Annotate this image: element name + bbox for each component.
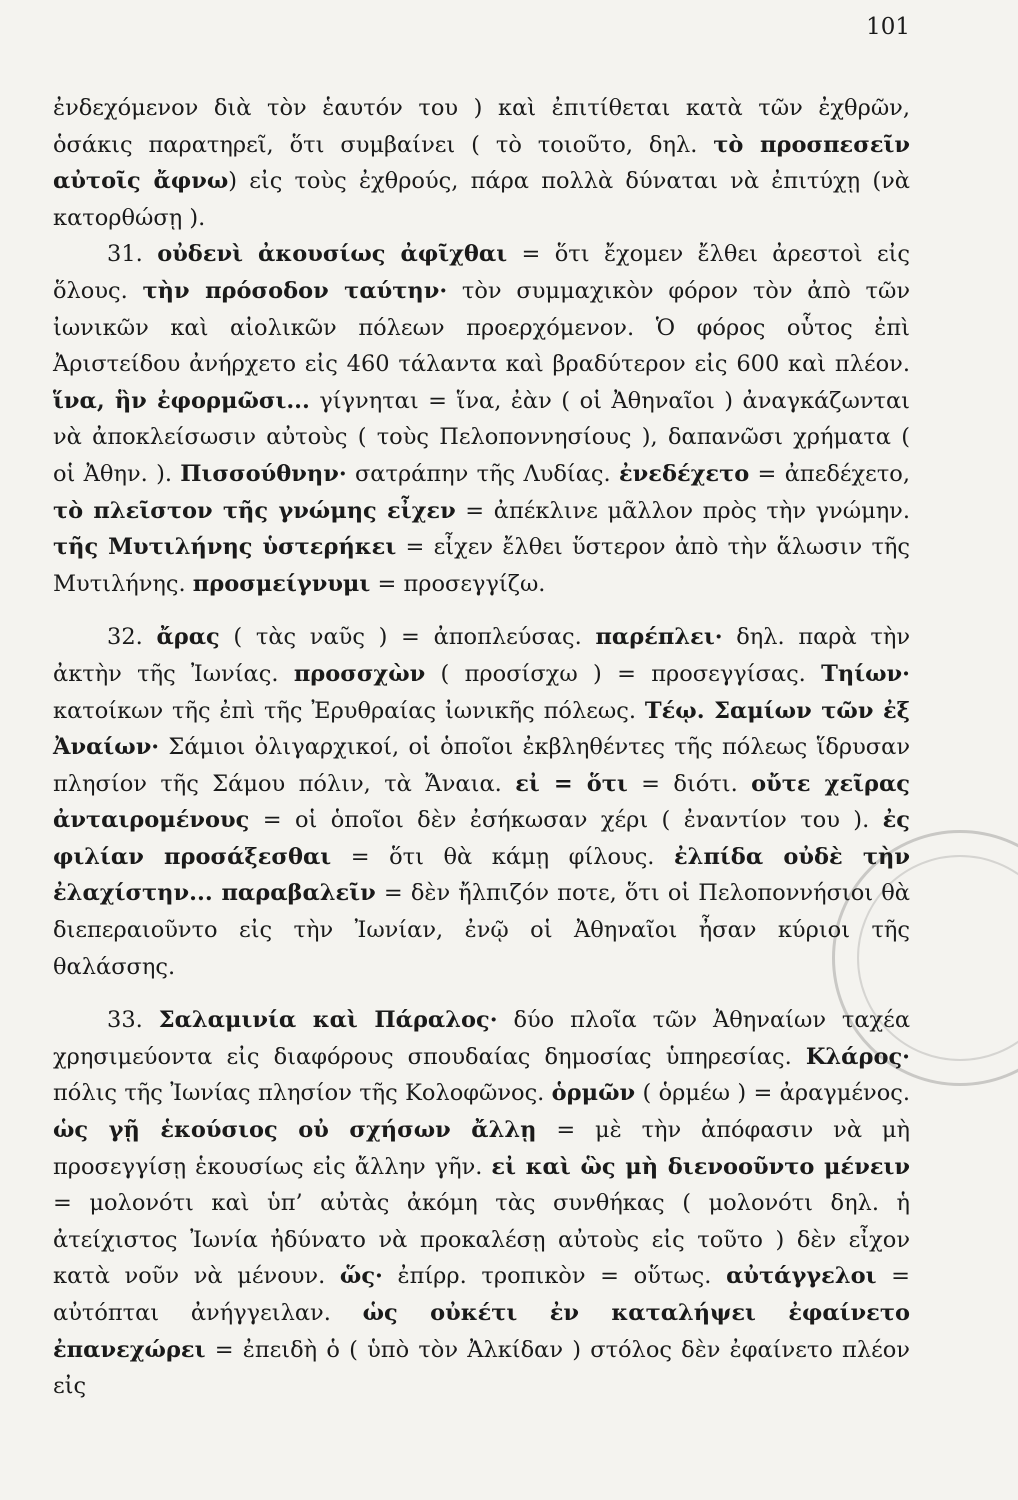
gloss-text: δύο πλοῖα τῶν Ἀθηναίων ταχέα χρησιμεύοντα εἰς διαφόρους σπουδαίας δημοσίας ὑπηρεσίας. — [53, 1007, 911, 1070]
gloss-text: κατοίκων τῆς ἐπὶ τῆς Ἐρυθραίας ἰωνικῆς πόλεως. — [53, 697, 645, 724]
paragraph — [53, 236, 910, 602]
gloss-text: τὸν συμμαχικὸν φόρον τὸν ἀπὸ τῶν ἰωνικῶν καὶ αἰολικῶν πόλεων προερχόμενον. Ὁ φόρος οὗτος ἐπὶ Ἀριστείδου ἀνήρχετο εἰς 460 τάλαντα καὶ βραδύτερον εἰς 600 καὶ πλέον. — [53, 277, 910, 378]
lemma-term: οὐδενὶ ἀκουσίως ἀφῖχθαι — [157, 241, 508, 268]
lemma-term: τὸ πλεῖστον τῆς γνώμης εἶχεν — [53, 497, 456, 524]
lemma-term: οὔτε χεῖρας ἀνταιρομένους — [53, 770, 910, 834]
lemma-term: τὸ προσπεσεῖν αὐτοῖς ἄφνω — [53, 131, 910, 195]
gloss-text: ἐπίρρ. τροπικὸν = οὕτως. — [382, 1263, 727, 1290]
gloss-text: = διότι. — [627, 770, 752, 797]
lemma-term: ἐς φιλίαν προσάξεσθαι — [53, 807, 910, 870]
gloss-text: Σάμιοι ὀλιγαρχικοί, οἱ ὁποῖοι ἐκβληθέντες τῆς πόλεως ἵδρυσαν πλησίον τῆς Σάμου πόλιν, τὰ Ἄναια. — [53, 734, 910, 797]
page-body — [53, 90, 910, 1405]
lemma-term: ὁρμῶν — [551, 1080, 636, 1107]
gloss-text: = εἶχεν ἔλθει ὕστερον ἀπὸ τὴν ἅλωσιν τῆς Μυτιλήνης. — [53, 534, 911, 597]
lemma-term: εἰ καὶ ὣς μὴ διενοοῦντο μένειν — [491, 1153, 910, 1180]
lemma-term: ὡς γῇ ἑκούσιος οὐ σχήσων ἄλλῃ — [53, 1117, 537, 1144]
gloss-text: ( προσίσχω ) = προσεγγίσας. — [425, 660, 822, 687]
gloss-text: = δὲν ἤλπιζόν ποτε, ὅτι οἱ Πελοποννήσιοι θὰ διεπεραιοῦντο εἰς τὴν Ἰωνίαν, ἐνῷ οἱ Ἀθηναῖοι ἦσαν κύριοι τῆς θαλάσσης. — [53, 880, 910, 980]
gloss-text: = ἀπεδέχετο, — [749, 460, 910, 487]
gloss-text: ( ὁρμέω ) = ἀραγμένος. — [635, 1080, 910, 1107]
paragraph — [53, 619, 910, 985]
paragraph — [53, 1002, 910, 1405]
lemma-term: ἵνα, ἣν ἐφορμῶσι... — [53, 387, 310, 414]
gloss-text: = ἀπέκλινε μᾶλλον πρὸς τὴν γνώμην. — [455, 497, 911, 524]
page-number: 101 — [866, 14, 910, 40]
gloss-text: ἐνδεχόμενον διὰ τὸν ἑαυτόν του ) καὶ ἐπιτίθεται κατὰ τῶν ἐχθρῶν, ὁσάκις παρατηρεῖ, ὅτι συμβαίνει ( τὸ τοιοῦτο, δηλ. — [53, 95, 910, 158]
lemma-term: αὐτάγγελοι — [726, 1263, 877, 1290]
lemma-term: προσμείγνυμι — [192, 570, 371, 597]
paragraph — [53, 90, 910, 236]
gloss-text: = μολονότι καὶ ὑπ’ αὐτὰς ἀκόμη τὰς συνθήκας ( μολονότι δηλ. ἡ ἀτείχιστος Ἰωνία ἠδύνατο νὰ προκαλέσῃ αὐτοὺς εἰς τοῦτο ) δὲν εἶχον κατὰ νοῦν νὰ μένουν. — [53, 1190, 910, 1290]
gloss-text: γίγνηται = ἵνα, ἐὰν ( οἱ Ἀθηναῖοι ) ἀναγκάζωνται νὰ ἀποκλείσωσιν αὐτοὺς ( τοὺς Πελοποννησίους ), δαπανῶσι χρήματα ( οἱ Ἀθην. ). — [53, 387, 910, 487]
lemma-term: ἐλπίδα οὐδὲ τὴν ἐλαχίστην... παραβαλεῖν — [53, 843, 910, 907]
gloss-text: = ὅτι θὰ κάμῃ φίλους. — [331, 843, 674, 870]
gloss-text: = προσεγγίζω. — [370, 570, 546, 597]
lemma-term: ἐνεδέχετο — [618, 460, 750, 487]
gloss-text: = οἱ ὁποῖοι δὲν ἐσήκωσαν χέρι ( ἐναντίον του ). — [249, 807, 883, 834]
lemma-term: προσσχὼν — [293, 660, 426, 687]
lemma-term: ὥς· — [339, 1263, 383, 1290]
gloss-text: = ἐπειδὴ ὁ ( ὑπὸ τὸν Ἀλκίδαν ) στόλος δὲν ἐφαίνετο πλέον εἰς — [53, 1336, 910, 1400]
lemma-term: παρέπλει· — [595, 624, 723, 651]
lemma-term: Τέῳ. Σαμίων τῶν ἐξ Ἀναίων· — [53, 697, 910, 761]
lemma-term: ὡς οὐκέτι ἐν καταλήψει ἐφαίνετο ἐπανεχώρει — [53, 1300, 910, 1363]
gloss-text: = μὲ τὴν ἀπόφασιν νὰ μὴ προσεγγίσῃ ἑκουσίως εἰς ἄλλην γῆν. — [53, 1117, 910, 1180]
gloss-text: ( τὰς ναῦς ) = ἀποπλεύσας. — [219, 624, 596, 651]
lemma-term: εἰ = ὅτι — [515, 770, 628, 797]
lemma-term: Σαλαμινία καὶ Πάραλος· — [158, 1007, 498, 1034]
lemma-term: τῆς Μυτιλήνης ὑστερήκει — [53, 534, 397, 561]
gloss-text: σατράπην τῆς Λυδίας. — [346, 460, 619, 487]
gloss-text: = ὅτι ἔχομεν ἔλθει ἀρεστοὶ εἰς ὅλους. — [53, 241, 911, 304]
lemma-term: ἄρας — [156, 624, 220, 651]
lemma-term: Πισσούθνην· — [180, 460, 347, 487]
lemma-term: Κλάρος· — [805, 1043, 910, 1070]
gloss-text: 32. — [107, 624, 157, 651]
gloss-text: πόλις τῆς Ἰωνίας πλησίον τῆς Κολοφῶνος. — [53, 1080, 552, 1107]
lemma-term: Τηίων· — [821, 660, 910, 687]
gloss-text: 33. — [107, 1007, 159, 1034]
gloss-text: = αὐτόπται ἀνήγγειλαν. — [53, 1263, 910, 1326]
gloss-text: ) εἰς τοὺς ἐχθρούς, πάρα πολλὰ δύναται νὰ ἐπιτύχῃ (νὰ κατορθώσῃ ). — [53, 168, 911, 231]
lemma-term: τὴν πρόσοδον ταύτην· — [142, 277, 448, 304]
gloss-text: δηλ. παρὰ τὴν ἀκτὴν τῆς Ἰωνίας. — [53, 624, 911, 687]
gloss-text: 31. — [107, 241, 158, 268]
